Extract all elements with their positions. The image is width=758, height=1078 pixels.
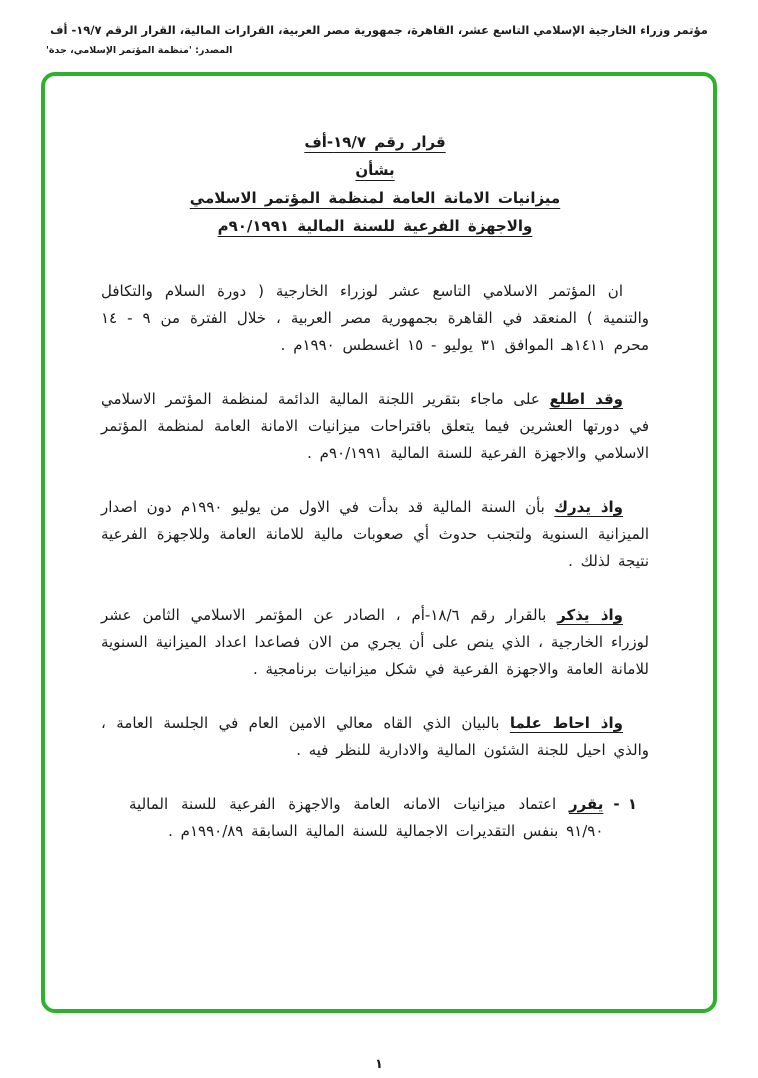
item-text: اعتماد ميزانيات الامانه العامة والاجهزة الفرعية للسنة المالية ٩١/٩٠ بنفس التقديرات الاجمالية للسنة المالية السابقة ١٩٩٠/٨٩م . [129, 795, 604, 840]
item-body [129, 791, 603, 845]
paragraph-text: على ماجاء بتقرير اللجنة المالية الدائمة لمنظمة المؤتمر الاسلامي في دورتها العشرين فيما يتعلق باقتراحات ميزانيات الامانة العامة لمنظمة المؤتمر الاسلامي والاجهزة الفرعية للسنة المالية ٩٠/١٩٩١م . [101, 390, 649, 462]
paragraph-lead: واذ يدرك [554, 498, 623, 516]
paragraph-preamble [101, 278, 649, 359]
page-number: ١ [375, 1057, 383, 1072]
paragraph-lead: واذ احاط علما [509, 714, 623, 732]
item-number: ١ - [613, 795, 637, 813]
resolution-subject-line-2: والاجهزة الفرعية للسنة المالية ٩٠/١٩٩١م [217, 217, 533, 235]
item-lead: يقرر [568, 795, 604, 813]
resolution-title-block [101, 128, 649, 240]
paragraph-recalling [101, 602, 649, 683]
paragraph-lead: واذ يذكر [557, 606, 623, 624]
resolution-subject-line-1: ميزانيات الامانة العامة لمنظمة المؤتمر الاسلامي [189, 189, 561, 207]
resolution-number-line: قرار رقم ١٩/٧-أف [304, 133, 446, 151]
resolution-subject-word: بشأن [355, 161, 395, 179]
resolution-item-1 [129, 791, 637, 845]
paragraph-text: بالقرار رقم ١٨/٦-أم ، الصادر عن المؤتمر الاسلامي الثامن عشر لوزراء الخارجية ، الذي ينص على أن يجري من الان فصاعدا اعداد الميزانية السنوية للامانة العامة والاجهزة الفرعية في شكل ميزانيات برنامجية . [101, 606, 649, 678]
green-frame-border [41, 72, 717, 1013]
scan-header-source: المصدر: 'منظمة المؤتمر الإسلامي، جدة' [46, 45, 233, 56]
paragraph-text: بأن السنة المالية قد بدأت في الاول من يوليو ١٩٩٠م دون اصدار الميزانية السنوية ولتجنب حدوث أي صعوبات مالية للامانة العامة وللاجهزة الفرعية نتيجة لذلك . [101, 498, 649, 570]
paragraph-taking-note [101, 710, 649, 764]
paragraph-text: بالبيان الذي القاه معالي الامين العام في الجلسة العامة ، والذي احيل للجنة الشئون المالية والادارية للنظر فيه . [101, 714, 649, 759]
scan-header-title: مؤتمر وزراء الخارجية الإسلامي التاسع عشر، القاهرة، جمهورية مصر العربية، القرارات المالية، القرار الرقم ١٩/٧- أف [50, 23, 708, 37]
paragraph-having-reviewed [101, 386, 649, 467]
paragraph-lead: وقد اطلع [549, 390, 623, 408]
page-footer [0, 1057, 758, 1072]
scan-header [0, 0, 758, 56]
paragraph-realizing [101, 494, 649, 575]
document-body [45, 76, 713, 845]
paragraph-text: ان المؤتمر الاسلامي التاسع عشر لوزراء الخارجية ( دورة السلام والتكافل والتنمية ) المنعقد في القاهرة بجمهورية مصر العربية ، خلال الفترة من ٩ - ١٤ محرم ١٤١١هـ الموافق ٣١ يوليو - ١٥ اغسطس ١٩٩٠م . [101, 282, 649, 354]
